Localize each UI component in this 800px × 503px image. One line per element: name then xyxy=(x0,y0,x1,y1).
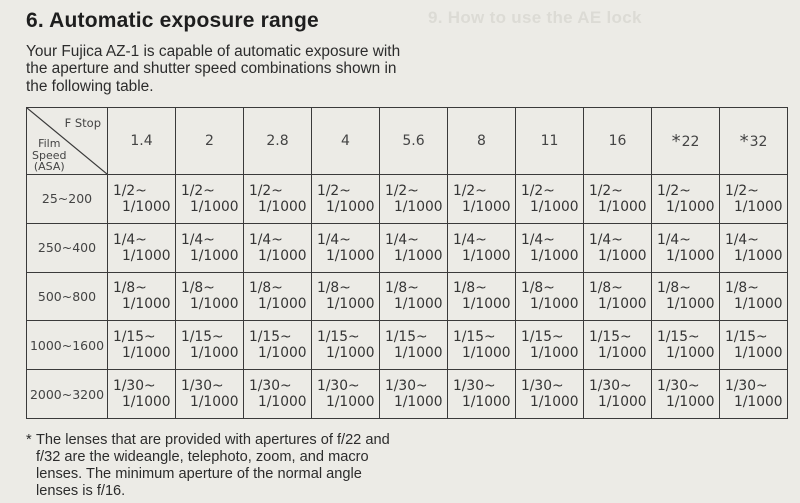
fastest-shutter-speed: 1/1000 xyxy=(394,198,443,215)
fastest-shutter-speed: 1/1000 xyxy=(190,296,239,313)
slowest-shutter-speed: 1/30~ xyxy=(521,378,564,395)
table-body xyxy=(27,175,788,419)
film-speed-cell: 25~200 xyxy=(27,175,108,224)
shutter-range-cell xyxy=(584,321,652,370)
fastest-shutter-speed: 1/1000 xyxy=(190,247,239,264)
shutter-range-cell xyxy=(176,321,244,370)
slowest-shutter-speed: 1/2~ xyxy=(521,182,555,199)
slowest-shutter-speed: 1/30~ xyxy=(317,378,360,395)
shutter-range-cell xyxy=(380,272,448,321)
shutter-range-cell xyxy=(584,175,652,224)
shutter-range-cell xyxy=(448,223,516,272)
shutter-range-cell xyxy=(108,321,176,370)
fastest-shutter-speed: 1/1000 xyxy=(326,247,375,264)
film-speed-axis-label xyxy=(32,138,66,173)
slowest-shutter-speed: 1/15~ xyxy=(317,329,360,346)
fastest-shutter-speed: 1/1000 xyxy=(462,394,511,411)
slowest-shutter-speed: 1/8~ xyxy=(249,280,283,297)
fastest-shutter-speed: 1/1000 xyxy=(734,296,783,313)
fstop-column-header xyxy=(312,108,380,175)
slowest-shutter-speed: 1/15~ xyxy=(249,329,292,346)
fastest-shutter-speed: 1/1000 xyxy=(258,198,307,215)
fastest-shutter-speed: 1/1000 xyxy=(666,198,715,215)
footnote xyxy=(26,432,406,500)
slowest-shutter-speed: 1/30~ xyxy=(589,378,632,395)
fstop-header-row xyxy=(27,108,788,175)
shutter-range-cell xyxy=(652,370,720,419)
film-speed-cell: 1000~1600 xyxy=(27,321,108,370)
fstop-value: 1.4 xyxy=(130,133,153,149)
shutter-range-cell xyxy=(312,370,380,419)
slowest-shutter-speed: 1/15~ xyxy=(725,329,768,346)
fstop-value: 5.6 xyxy=(402,133,425,149)
slowest-shutter-speed: 1/8~ xyxy=(453,280,487,297)
slowest-shutter-speed: 1/15~ xyxy=(385,329,428,346)
slowest-shutter-speed: 1/30~ xyxy=(181,378,224,395)
fstop-value: 4 xyxy=(341,133,350,149)
fastest-shutter-speed: 1/1000 xyxy=(394,345,443,362)
fastest-shutter-speed: 1/1000 xyxy=(666,345,715,362)
shutter-range-cell xyxy=(516,175,584,224)
footnote-text: The lenses that are provided with apertures of f/22 and f/32 are the wideangle, telephoto, zoom, and macro lenses. The minimum aperture of the normal angle lenses is f/16. xyxy=(36,432,390,499)
slowest-shutter-speed: 1/15~ xyxy=(453,329,496,346)
shutter-range-cell xyxy=(312,321,380,370)
fastest-shutter-speed: 1/1000 xyxy=(258,345,307,362)
slowest-shutter-speed: 1/15~ xyxy=(521,329,564,346)
slowest-shutter-speed: 1/8~ xyxy=(521,280,555,297)
shutter-range-cell xyxy=(448,175,516,224)
shutter-range-cell xyxy=(108,272,176,321)
fastest-shutter-speed: 1/1000 xyxy=(122,394,171,411)
slowest-shutter-speed: 1/2~ xyxy=(453,182,487,199)
shutter-range-cell xyxy=(176,175,244,224)
slowest-shutter-speed: 1/4~ xyxy=(657,231,691,248)
shutter-range-cell xyxy=(108,370,176,419)
shutter-range-cell xyxy=(448,370,516,419)
slowest-shutter-speed: 1/2~ xyxy=(181,182,215,199)
fastest-shutter-speed: 1/1000 xyxy=(462,345,511,362)
shutter-range-cell xyxy=(380,223,448,272)
shutter-range-cell xyxy=(516,223,584,272)
fastest-shutter-speed: 1/1000 xyxy=(530,296,579,313)
slowest-shutter-speed: 1/4~ xyxy=(385,231,419,248)
fstop-value: 11 xyxy=(540,133,559,149)
table-row xyxy=(27,370,788,419)
fastest-shutter-speed: 1/1000 xyxy=(326,394,375,411)
fastest-shutter-speed: 1/1000 xyxy=(530,198,579,215)
fstop-value: 22 xyxy=(681,133,700,150)
shutter-range-cell xyxy=(108,223,176,272)
fastest-shutter-speed: 1/1000 xyxy=(122,345,171,362)
fastest-shutter-speed: 1/1000 xyxy=(462,247,511,264)
shutter-range-cell xyxy=(652,223,720,272)
slowest-shutter-speed: 1/4~ xyxy=(249,231,283,248)
fstop-column-header xyxy=(516,108,584,175)
fastest-shutter-speed: 1/1000 xyxy=(666,394,715,411)
slowest-shutter-speed: 1/4~ xyxy=(521,231,555,248)
slowest-shutter-speed: 1/30~ xyxy=(725,378,768,395)
slowest-shutter-speed: 1/30~ xyxy=(113,378,156,395)
shutter-range-cell xyxy=(244,223,312,272)
shutter-range-cell xyxy=(312,175,380,224)
fastest-shutter-speed: 1/1000 xyxy=(530,345,579,362)
fstop-value: 2.8 xyxy=(266,133,289,149)
fastest-shutter-speed: 1/1000 xyxy=(666,296,715,313)
fstop-column-header xyxy=(584,108,652,175)
slowest-shutter-speed: 1/2~ xyxy=(725,182,759,199)
shutter-range-cell xyxy=(380,321,448,370)
slowest-shutter-speed: 1/8~ xyxy=(657,280,691,297)
slowest-shutter-speed: 1/4~ xyxy=(317,231,351,248)
slowest-shutter-speed: 1/30~ xyxy=(385,378,428,395)
shutter-range-cell xyxy=(448,272,516,321)
fstop-column-header xyxy=(108,108,176,175)
fstop-axis-label: F Stop xyxy=(64,116,101,130)
fastest-shutter-speed: 1/1000 xyxy=(122,198,171,215)
slowest-shutter-speed: 1/15~ xyxy=(589,329,632,346)
slowest-shutter-speed: 1/2~ xyxy=(317,182,351,199)
fastest-shutter-speed: 1/1000 xyxy=(462,198,511,215)
slowest-shutter-speed: 1/8~ xyxy=(113,280,147,297)
fastest-shutter-speed: 1/1000 xyxy=(666,247,715,264)
slowest-shutter-speed: 1/15~ xyxy=(657,329,700,346)
fastest-shutter-speed: 1/1000 xyxy=(394,394,443,411)
fstop-column-header xyxy=(448,108,516,175)
shutter-range-cell xyxy=(244,370,312,419)
fastest-shutter-speed: 1/1000 xyxy=(394,247,443,264)
film-speed-cell: 500~800 xyxy=(27,272,108,321)
fstop-column-header xyxy=(652,108,720,175)
fstop-column-header xyxy=(720,108,788,175)
fastest-shutter-speed: 1/1000 xyxy=(190,345,239,362)
fastest-shutter-speed: 1/1000 xyxy=(734,394,783,411)
fastest-shutter-speed: 1/1000 xyxy=(326,198,375,215)
shutter-range-cell xyxy=(652,272,720,321)
shutter-range-cell xyxy=(176,223,244,272)
fstop-column-header xyxy=(176,108,244,175)
table-corner-header xyxy=(27,108,108,175)
shutter-range-cell xyxy=(652,321,720,370)
fastest-shutter-speed: 1/1000 xyxy=(598,296,647,313)
fastest-shutter-speed: 1/1000 xyxy=(734,345,783,362)
slowest-shutter-speed: 1/8~ xyxy=(317,280,351,297)
table-row xyxy=(27,223,788,272)
fastest-shutter-speed: 1/1000 xyxy=(598,198,647,215)
film-label-line: Speed xyxy=(32,148,67,162)
slowest-shutter-speed: 1/15~ xyxy=(113,329,156,346)
fastest-shutter-speed: 1/1000 xyxy=(598,345,647,362)
shutter-range-cell xyxy=(720,223,788,272)
fastest-shutter-speed: 1/1000 xyxy=(258,394,307,411)
intro-paragraph: Your Fujica AZ-1 is capable of automatic exposure with the aperture and shutter speed combinations shown in the following table. xyxy=(26,43,401,95)
shutter-range-cell xyxy=(720,370,788,419)
slowest-shutter-speed: 1/8~ xyxy=(589,280,623,297)
shutter-range-cell xyxy=(720,321,788,370)
fastest-shutter-speed: 1/1000 xyxy=(394,296,443,313)
shutter-range-cell xyxy=(652,175,720,224)
fastest-shutter-speed: 1/1000 xyxy=(326,296,375,313)
slowest-shutter-speed: 1/30~ xyxy=(657,378,700,395)
shutter-range-cell xyxy=(584,370,652,419)
fastest-shutter-speed: 1/1000 xyxy=(190,394,239,411)
fastest-shutter-speed: 1/1000 xyxy=(462,296,511,313)
asterisk-mark: * xyxy=(739,130,749,152)
fstop-value: 2 xyxy=(205,133,214,149)
film-label-line: Film xyxy=(38,137,61,150)
slowest-shutter-speed: 1/4~ xyxy=(181,231,215,248)
shutter-range-cell xyxy=(584,272,652,321)
shutter-range-cell xyxy=(108,175,176,224)
fastest-shutter-speed: 1/1000 xyxy=(258,247,307,264)
fastest-shutter-speed: 1/1000 xyxy=(598,247,647,264)
slowest-shutter-speed: 1/4~ xyxy=(725,231,759,248)
shutter-range-cell xyxy=(516,370,584,419)
shutter-range-cell xyxy=(720,175,788,224)
section-title: 6. Automatic exposure range xyxy=(26,9,319,32)
shutter-range-cell xyxy=(516,321,584,370)
shutter-range-cell xyxy=(244,272,312,321)
slowest-shutter-speed: 1/2~ xyxy=(113,182,147,199)
fastest-shutter-speed: 1/1000 xyxy=(190,198,239,215)
fastest-shutter-speed: 1/1000 xyxy=(734,198,783,215)
shutter-range-cell xyxy=(312,272,380,321)
fastest-shutter-speed: 1/1000 xyxy=(734,247,783,264)
fastest-shutter-speed: 1/1000 xyxy=(122,247,171,264)
table-row xyxy=(27,321,788,370)
fastest-shutter-speed: 1/1000 xyxy=(326,345,375,362)
fastest-shutter-speed: 1/1000 xyxy=(530,247,579,264)
slowest-shutter-speed: 1/15~ xyxy=(181,329,224,346)
film-speed-cell: 2000~3200 xyxy=(27,370,108,419)
fstop-column-header xyxy=(244,108,312,175)
table-row xyxy=(27,175,788,224)
slowest-shutter-speed: 1/4~ xyxy=(113,231,147,248)
shutter-range-cell xyxy=(516,272,584,321)
shutter-range-cell xyxy=(176,370,244,419)
slowest-shutter-speed: 1/2~ xyxy=(249,182,283,199)
fstop-value: 32 xyxy=(749,133,768,150)
slowest-shutter-speed: 1/2~ xyxy=(657,182,691,199)
fastest-shutter-speed: 1/1000 xyxy=(122,296,171,313)
slowest-shutter-speed: 1/2~ xyxy=(589,182,623,199)
film-speed-cell: 250~400 xyxy=(27,223,108,272)
table-row xyxy=(27,272,788,321)
shutter-range-cell xyxy=(380,175,448,224)
fastest-shutter-speed: 1/1000 xyxy=(598,394,647,411)
slowest-shutter-speed: 1/8~ xyxy=(181,280,215,297)
fastest-shutter-speed: 1/1000 xyxy=(530,394,579,411)
slowest-shutter-speed: 1/4~ xyxy=(453,231,487,248)
exposure-range-table xyxy=(26,107,788,419)
fastest-shutter-speed: 1/1000 xyxy=(258,296,307,313)
fstop-column-header xyxy=(380,108,448,175)
shutter-range-cell xyxy=(720,272,788,321)
shutter-range-cell xyxy=(584,223,652,272)
shutter-range-cell xyxy=(448,321,516,370)
slowest-shutter-speed: 1/2~ xyxy=(385,182,419,199)
shutter-range-cell xyxy=(244,321,312,370)
footnote-asterisk: * xyxy=(26,432,32,448)
slowest-shutter-speed: 1/8~ xyxy=(385,280,419,297)
shutter-range-cell xyxy=(176,272,244,321)
slowest-shutter-speed: 1/4~ xyxy=(589,231,623,248)
fstop-value: 8 xyxy=(477,133,486,149)
film-label-line: (ASA) xyxy=(33,160,65,173)
slowest-shutter-speed: 1/30~ xyxy=(249,378,292,395)
facing-page-ghost-heading: 9. How to use the AE lock xyxy=(428,8,642,27)
slowest-shutter-speed: 1/30~ xyxy=(453,378,496,395)
asterisk-mark: * xyxy=(671,130,681,152)
shutter-range-cell xyxy=(380,370,448,419)
shutter-range-cell xyxy=(244,175,312,224)
shutter-range-cell xyxy=(312,223,380,272)
fstop-value: 16 xyxy=(608,133,627,149)
slowest-shutter-speed: 1/8~ xyxy=(725,280,759,297)
